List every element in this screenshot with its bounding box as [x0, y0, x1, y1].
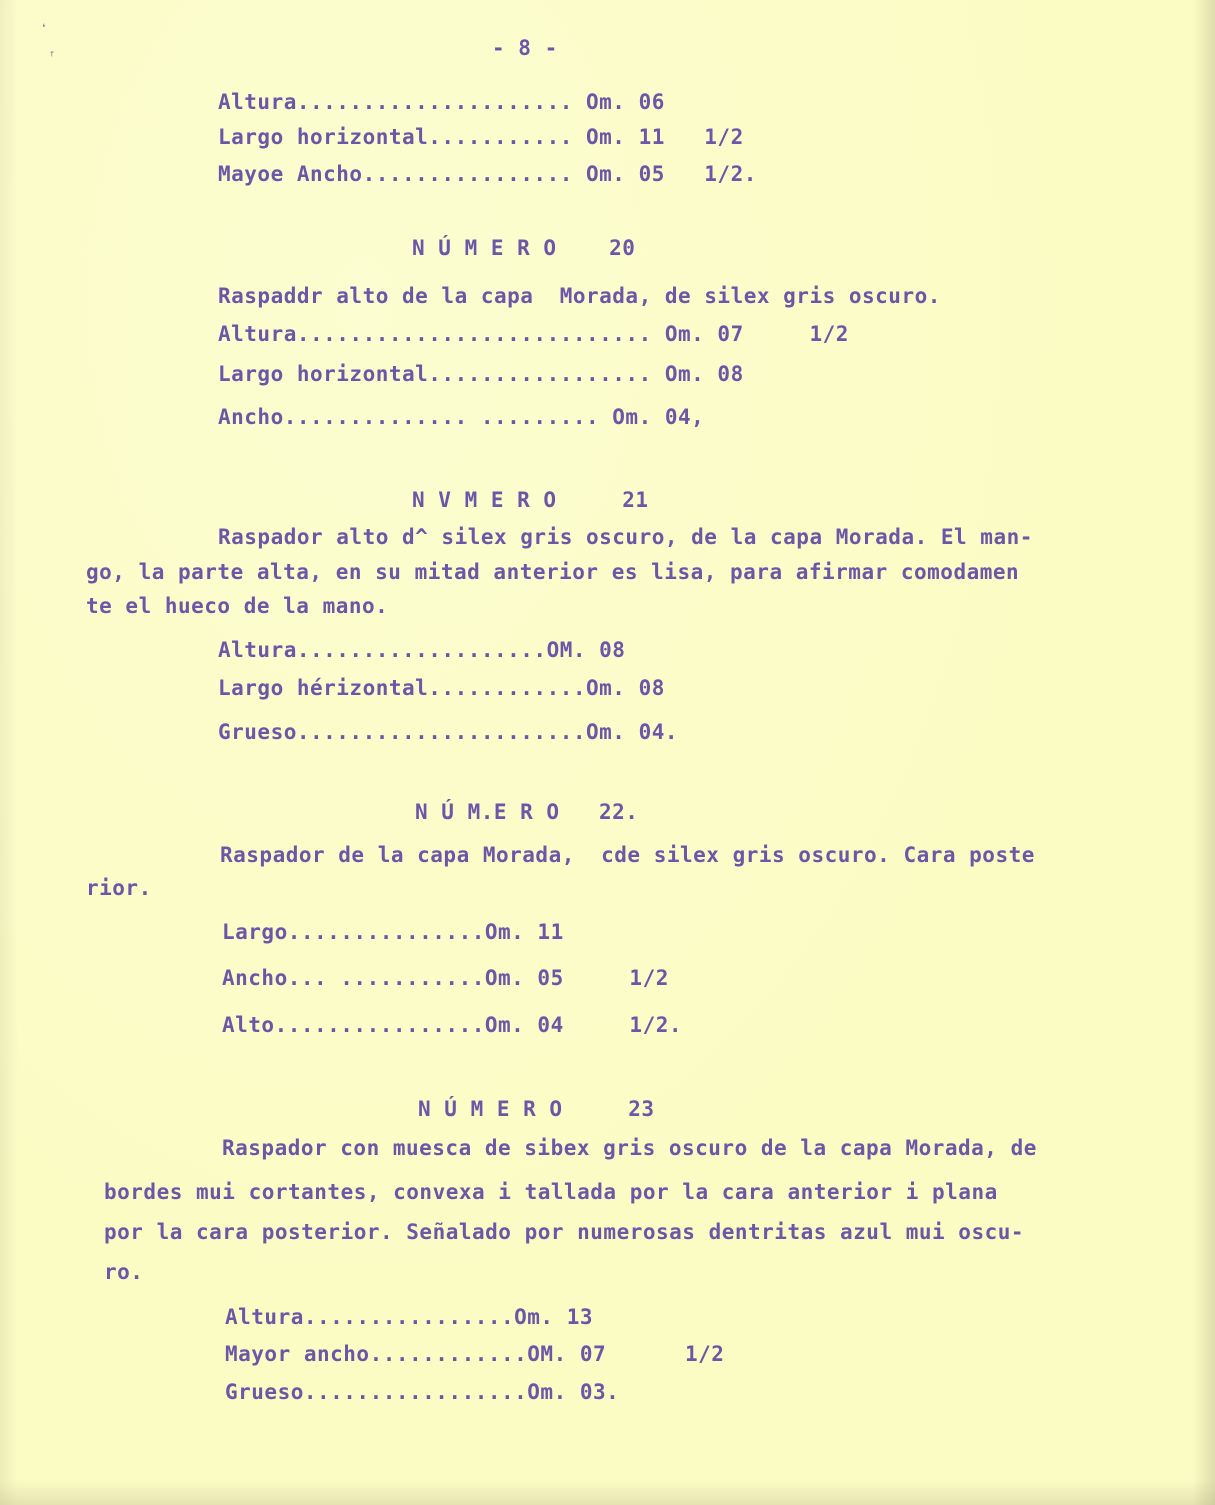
page-number: - 8 - [492, 36, 558, 60]
description-line: rior. [86, 876, 152, 900]
description-line: Raspaddr alto de la capa Morada, de silex gris oscuro. [218, 284, 941, 308]
measurement-line: Grueso......................Om. 04. [218, 720, 679, 744]
measurement-line: Grueso.................Om. 03. [225, 1380, 620, 1404]
measurement-line: Altura........................... Om. 07 1/2 [218, 322, 849, 346]
section-heading: N V M E R O 21 [412, 488, 649, 512]
margin-pencil-mark: ᶠ [48, 50, 56, 65]
measurement-line: Altura................Om. 13 [225, 1305, 594, 1329]
measurement-line: Largo horizontal................. Om. 08 [218, 362, 744, 386]
measurement-line: Largo horizontal........... Om. 11 1/2 [218, 125, 744, 149]
margin-pencil-mark: ❛ [40, 22, 48, 37]
measurement-line: Mayoe Ancho................ Om. 05 1/2. [218, 162, 757, 186]
measurement-line: Largo...............Om. 11 [222, 920, 564, 944]
description-line: ro. [104, 1260, 144, 1284]
section-heading: N Ú M E R O 20 [412, 236, 636, 260]
description-line: go, la parte alta, en su mitad anterior es lisa, para afirmar comodamen [86, 560, 1020, 584]
description-line: por la cara posterior. Señalado por numerosas dentritas azul mui oscu- [104, 1220, 1025, 1244]
measurement-line: Ancho.............. ......... Om. 04, [218, 405, 705, 429]
description-line: Raspador alto d^ silex gris oscuro, de la capa Morada. El man- [218, 525, 1033, 549]
section-heading: N Ú M.E R O 22. [415, 800, 639, 824]
description-line: te el hueco de la mano. [86, 594, 389, 618]
description-line: bordes mui cortantes, convexa i tallada por la cara anterior i plana [104, 1180, 998, 1204]
section-heading: N Ú M E R O 23 [418, 1097, 655, 1121]
measurement-line: Altura..................... Om. 06 [218, 90, 665, 114]
measurement-line: Alto................Om. 04 1/2. [222, 1013, 683, 1037]
measurement-line: Altura...................OM. 08 [218, 638, 626, 662]
measurement-line: Ancho... ...........Om. 05 1/2 [222, 966, 669, 990]
description-line: Raspador de la capa Morada, cde silex gris oscuro. Cara poste [220, 843, 1035, 867]
description-line: Raspador con muesca de sibex gris oscuro de la capa Morada, de [222, 1136, 1037, 1160]
measurement-line: Largo hérizontal............Om. 08 [218, 676, 665, 700]
measurement-line: Mayor ancho............OM. 07 1/2 [225, 1342, 725, 1366]
